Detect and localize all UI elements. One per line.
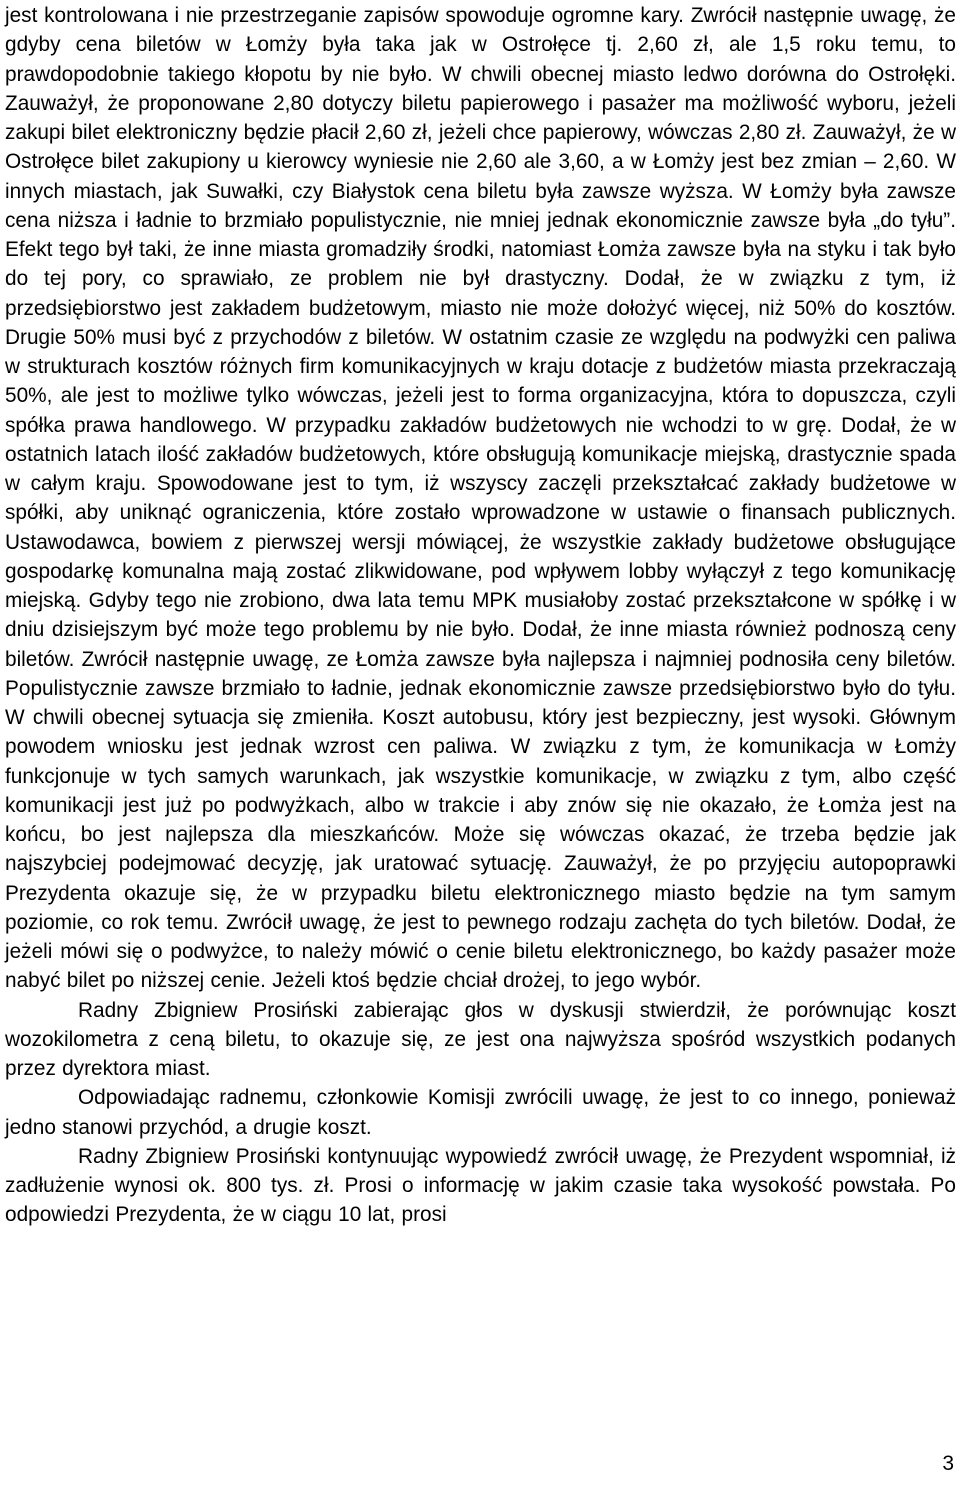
paragraph-3: Odpowiadając radnemu, członkowie Komisji zwrócili uwagę, że jest to co innego, ponieważ jedno stanowi przychód, a drugie koszt. (5, 1086, 956, 1139)
paragraph-1: jest kontrolowana i nie przestrzeganie zapisów spowoduje ogromne kary. Zwrócił następnie uwagę, że gdyby cena biletów w Łomży była taka jak w Ostrołęce tj. 2,60 zł, ale 1,5 roku temu, to prawdopodobnie takiego kłopotu by nie było. W chwili obecnej miasto ledwo dorówna do Ostrołęki. Zauważył, że proponowane 2,80 dotyczy biletu papierowego i pasażer ma możliwość wyboru, jeżeli zakupi bilet elektroniczny będzie płacił 2,60 zł, jeżeli chce papierowy, wówczas 2,80 zł. Zauważył, że w Ostrołęce bilet zakupiony u kierowcy wyniesie nie 2,60 ale 3,60, a w Łomży jest bez zmian – 2,60. W innych miastach, jak Suwałki, czy Białystok cena biletu była zawsze wyższa. W Łomży była zawsze cena niższa i ładnie to brzmiało populistycznie, nie mniej jednak ekonomicznie zawsze była „do tyłu”. Efekt tego był taki, że inne miasta gromadziły środki, natomiast Łomża zawsze była na styku i tak było do tej pory, co sprawiało, ze problem nie był drastyczny. Dodał, że w związku z tym, iż przedsiębiorstwo jest zakładem budżetowym, miasto nie może dołożyć więcej, niż 50% do kosztów. Drugie 50% musi być z przychodów z biletów. W ostatnim czasie ze względu na podwyżki cen paliwa w strukturach kosztów różnych firm komunikacyjnych w kraju dotacje z budżetów miasta przekraczają 50%, ale jest to możliwe tylko wówczas, jeżeli jest to forma organizacyjna, która to dopuszcza, czyli spółka prawa handlowego. W przypadku zakładów budżetowych nie wchodzi to w grę. Dodał, że w ostatnich latach ilość zakładów budżetowych, które obsługują komunikacje miejską, drastycznie spada w całym kraju. Spowodowane jest to tym, iż wszyscy zaczęli przekształcać zakłady budżetowe w spółki, aby uniknąć ograniczenia, które zostało wprowadzone w ustawie o finansach publicznych. Ustawodawca, bowiem z pierwszej wersji mówiącej, że wszystkie zakłady budżetowe obsługujące gospodarkę komunalna mają zostać zlikwidowane, pod wpływem lobby wyłączył z tego komunikację miejską. Gdyby tego nie zrobiono, dwa lata temu MPK musiałoby zostać przekształcone w spółkę i w dniu dzisiejszym być może tego problemu by nie było. Dodał, że inne miasta również podnoszą ceny biletów. Zwrócił następnie uwagę, ze Łomża zawsze była najlepsza i najmniej podnosiła ceny biletów. Populistycznie zawsze brzmiało to ładnie, jednak ekonomicznie zawsze przedsiębiorstwo było do tyłu. W chwili obecnej sytuacja się zmieniła. Koszt autobusu, który jest bezpieczny, jest wysoki. Głównym powodem wniosku jest jednak wzrost cen paliwa. W związku z tym, że komunikacja w Łomży funkcjonuje w tych samych warunkach, jak wszystkie komunikacje, w związku z tym, albo część komunikacji jest już po podwyżkach, albo w trakcie i aby znów się nie okazało, że Łomża jest na końcu, bo jest najlepsza dla mieszkańców. Może się wówczas okazać, że trzeba będzie jak najszybciej podejmować decyzję, jak uratować sytuację. Zauważył, że po przyjęciu autopoprawki Prezydenta okazuje się, że w przypadku biletu elektronicznego miasto będzie na tym samym poziomie, co rok temu. Zwrócił uwagę, że jest to pewnego rodzaju zachęta do tych biletów. Dodał, że jeżeli mówi się o podwyżce, to należy mówić o cenie biletu elektronicznego, bo każdy pasażer może nabyć bilet po niższej cenie. Jeżeli ktoś będzie chciał drożej, to jego wybór. (5, 4, 956, 993)
paragraph-2: Radny Zbigniew Prosiński zabierając głos w dyskusji stwierdził, że porównując koszt wozokilometra z ceną biletu, to okazuje się, ze jest ona najwyższa spośród wszystkich podanych przez dyrektora miast. (5, 998, 956, 1080)
document-body (5, 1, 956, 1230)
page-number: 3 (942, 1452, 954, 1475)
paragraph-4: Radny Zbigniew Prosiński kontynuując wypowiedź zwrócił uwagę, że Prezydent wspomniał, iż zadłużenie wynosi ok. 800 tys. zł. Prosi o informację w jakim czasie taka wysokość powstała. Po odpowiedzi Prezydenta, że w ciągu 10 lat, prosi (5, 1144, 956, 1227)
